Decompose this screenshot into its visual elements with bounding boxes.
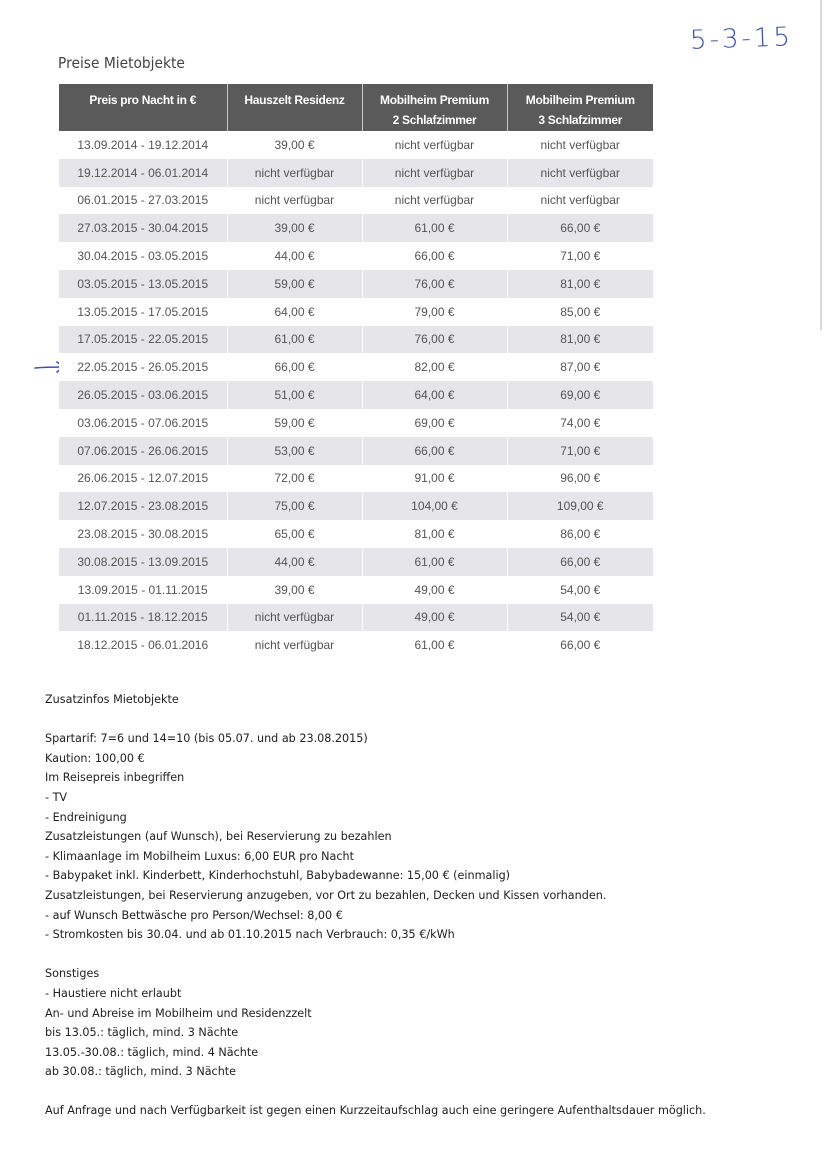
mobilheim-3sz-price-cell: 109,00 € [507, 492, 653, 520]
hauszelt-price-cell: nicht verfügbar [227, 604, 362, 632]
notes-line: An- und Abreise im Mobilheim und Residenzzelt [45, 1006, 312, 1020]
mobilheim-2sz-price-cell: 76,00 € [362, 326, 507, 354]
mobilheim-2sz-price-cell: 91,00 € [362, 465, 507, 493]
table-row [59, 604, 653, 632]
table-row [59, 242, 653, 270]
header-label-line: Preis pro Nacht in € [89, 93, 197, 107]
mobilheim-3sz-price-cell: 66,00 € [507, 214, 653, 242]
mobilheim-3sz-price-cell: 54,00 € [507, 576, 653, 604]
header-mobilheim-3-schlafzimmer [507, 84, 653, 131]
notes-line: 13.05.-30.08.: täglich, mind. 4 Nächte [45, 1045, 259, 1059]
hauszelt-price-cell: 61,00 € [227, 326, 362, 354]
hauszelt-price-cell: 39,00 € [227, 214, 362, 242]
mobilheim-2sz-price-cell: nicht verfügbar [362, 131, 507, 159]
hauszelt-price-cell: 72,00 € [227, 465, 362, 493]
hauszelt-price-cell: 51,00 € [227, 381, 362, 409]
notes-line: - auf Wunsch Bettwäsche pro Person/Wechsel: 8,00 € [45, 908, 343, 922]
hauszelt-price-cell: 75,00 € [227, 492, 362, 520]
table-row [59, 353, 653, 381]
hauszelt-price-cell: 44,00 € [227, 242, 362, 270]
notes-heading: Sonstiges [45, 967, 100, 981]
mobilheim-2sz-price-cell: nicht verfügbar [362, 159, 507, 187]
mobilheim-3sz-price-cell: nicht verfügbar [507, 159, 653, 187]
period-cell: 07.06.2015 - 26.06.2015 [59, 437, 227, 465]
page-title: Preise Mietobjekte [58, 54, 185, 72]
notes-line: Spartarif: 7=6 und 14=10 (bis 05.07. und ab 23.08.2015) [45, 732, 368, 746]
table-row [59, 520, 653, 548]
notes-line: bis 13.05.: täglich, mind. 3 Nächte [45, 1026, 239, 1040]
header-period [59, 84, 227, 131]
hauszelt-price-cell: 53,00 € [227, 437, 362, 465]
mobilheim-3sz-price-cell: 74,00 € [507, 409, 653, 437]
table-row [59, 270, 653, 298]
notes-line: ab 30.08.: täglich, mind. 3 Nächte [45, 1065, 237, 1079]
notes-line: - Endreinigung [45, 810, 127, 824]
period-cell: 27.03.2015 - 30.04.2015 [59, 214, 227, 242]
period-cell: 23.08.2015 - 30.08.2015 [59, 520, 227, 548]
hauszelt-price-cell: 59,00 € [227, 409, 362, 437]
mobilheim-2sz-price-cell: 79,00 € [362, 298, 507, 326]
period-cell: 19.12.2014 - 06.01.2014 [59, 159, 227, 187]
header-label-line: Mobilheim Premium [525, 93, 635, 107]
mobilheim-2sz-price-cell: 66,00 € [362, 242, 507, 270]
notes-line: - Klimaanlage im Mobilheim Luxus: 6,00 EUR pro Nacht [45, 849, 355, 863]
mobilheim-3sz-price-cell: 86,00 € [507, 520, 653, 548]
mobilheim-3sz-price-cell: 66,00 € [507, 548, 653, 576]
mobilheim-2sz-price-cell: 76,00 € [362, 270, 507, 298]
mobilheim-3sz-price-cell: 54,00 € [507, 604, 653, 632]
hauszelt-price-cell: 64,00 € [227, 298, 362, 326]
table-row [59, 631, 653, 659]
mobilheim-2sz-price-cell: 104,00 € [362, 492, 507, 520]
table-row [59, 576, 653, 604]
period-cell: 13.05.2015 - 17.05.2015 [59, 298, 227, 326]
notes-line: Zusatzleistungen, bei Reservierung anzugeben, vor Ort zu bezahlen, Decken und Kissen vorhanden. [45, 888, 607, 902]
table-header-row [59, 84, 653, 131]
hauszelt-price-cell: nicht verfügbar [227, 187, 362, 215]
mobilheim-2sz-price-cell: 49,00 € [362, 576, 507, 604]
period-cell: 17.05.2015 - 22.05.2015 [59, 326, 227, 354]
mobilheim-3sz-price-cell: 81,00 € [507, 326, 653, 354]
hauszelt-price-cell: 65,00 € [227, 520, 362, 548]
hauszelt-price-cell: 59,00 € [227, 270, 362, 298]
table-row [59, 326, 653, 354]
table-row [59, 159, 653, 187]
mobilheim-2sz-price-cell: 49,00 € [362, 604, 507, 632]
scan-edge-line [820, 0, 822, 330]
notes-line: - Babypaket inkl. Kinderbett, Kinderhochstuhl, Babybadewanne: 15,00 € (einmalig) [45, 869, 511, 883]
table-row [59, 492, 653, 520]
period-cell: 13.09.2015 - 01.11.2015 [59, 576, 227, 604]
additional-info [45, 690, 785, 1121]
period-cell: 12.07.2015 - 23.08.2015 [59, 492, 227, 520]
hauszelt-price-cell: 66,00 € [227, 353, 362, 381]
mobilheim-2sz-price-cell: 66,00 € [362, 437, 507, 465]
period-cell: 03.06.2015 - 07.06.2015 [59, 409, 227, 437]
mobilheim-2sz-price-cell: nicht verfügbar [362, 187, 507, 215]
header-label-line: Hauszelt Residenz [244, 93, 345, 107]
mobilheim-3sz-price-cell: 66,00 € [507, 631, 653, 659]
hauszelt-price-cell: nicht verfügbar [227, 159, 362, 187]
hauszelt-price-cell: 44,00 € [227, 548, 362, 576]
hauszelt-price-cell: nicht verfügbar [227, 631, 362, 659]
notes-line: Im Reisepreis inbegriffen [45, 771, 185, 785]
header-mobilheim-2-schlafzimmer [362, 84, 507, 131]
price-table [59, 84, 653, 659]
paragraph-gap [45, 945, 785, 965]
mobilheim-2sz-price-cell: 61,00 € [362, 631, 507, 659]
mobilheim-2sz-price-cell: 82,00 € [362, 353, 507, 381]
period-cell: 13.09.2014 - 19.12.2014 [59, 131, 227, 159]
table-row [59, 465, 653, 493]
mobilheim-3sz-price-cell: 85,00 € [507, 298, 653, 326]
paragraph-gap [45, 1082, 785, 1102]
notes-line: - Stromkosten bis 30.04. und ab 01.10.2015 nach Verbrauch: 0,35 €/kWh [45, 928, 455, 942]
table-row [59, 437, 653, 465]
header-label-line: Mobilheim Premium [380, 93, 489, 107]
header-label-line: 2 Schlafzimmer [392, 113, 477, 127]
mobilheim-3sz-price-cell: nicht verfügbar [507, 187, 653, 215]
table-row [59, 298, 653, 326]
mobilheim-3sz-price-cell: 71,00 € [507, 437, 653, 465]
mobilheim-3sz-price-cell: 96,00 € [507, 465, 653, 493]
period-cell: 22.05.2015 - 26.05.2015 [59, 353, 227, 381]
table-body [59, 131, 653, 659]
mobilheim-2sz-price-cell: 64,00 € [362, 381, 507, 409]
mobilheim-3sz-price-cell: 87,00 € [507, 353, 653, 381]
mobilheim-2sz-price-cell: 81,00 € [362, 520, 507, 548]
hauszelt-price-cell: 39,00 € [227, 576, 362, 604]
mobilheim-3sz-price-cell: 71,00 € [507, 242, 653, 270]
period-cell: 03.05.2015 - 13.05.2015 [59, 270, 227, 298]
period-cell: 06.01.2015 - 27.03.2015 [59, 187, 227, 215]
notes-line: - Haustiere nicht erlaubt [45, 986, 182, 1000]
notes-line: Zusatzleistungen (auf Wunsch), bei Reservierung zu bezahlen [45, 830, 392, 844]
mobilheim-2sz-price-cell: 61,00 € [362, 548, 507, 576]
notes-heading: Auf Anfrage und nach Verfügbarkeit ist gegen einen Kurzzeitaufschlag auch eine geringere Aufenthaltsdauer möglich. [45, 1104, 706, 1118]
hauszelt-price-cell: 39,00 € [227, 131, 362, 159]
header-hauszelt-residenz [227, 84, 362, 131]
mobilheim-3sz-price-cell: 69,00 € [507, 381, 653, 409]
paragraph-gap [45, 710, 785, 730]
table-row [59, 381, 653, 409]
table-row [59, 548, 653, 576]
period-cell: 26.05.2015 - 03.06.2015 [59, 381, 227, 409]
table-row [59, 409, 653, 437]
notes-line: Kaution: 100,00 € [45, 751, 145, 765]
period-cell: 01.11.2015 - 18.12.2015 [59, 604, 227, 632]
table-row [59, 214, 653, 242]
table-row [59, 131, 653, 159]
period-cell: 30.08.2015 - 13.09.2015 [59, 548, 227, 576]
period-cell: 26.06.2015 - 12.07.2015 [59, 465, 227, 493]
mobilheim-2sz-price-cell: 69,00 € [362, 409, 507, 437]
notes-heading: Zusatzinfos Mietobjekte [45, 693, 179, 706]
period-cell: 18.12.2015 - 06.01.2016 [59, 631, 227, 659]
header-label-line: 3 Schlafzimmer [538, 113, 623, 127]
mobilheim-3sz-price-cell: nicht verfügbar [507, 131, 653, 159]
period-cell: 30.04.2015 - 03.05.2015 [59, 242, 227, 270]
table-row [59, 187, 653, 215]
mobilheim-3sz-price-cell: 81,00 € [507, 270, 653, 298]
mobilheim-2sz-price-cell: 61,00 € [362, 214, 507, 242]
notes-line: - TV [45, 790, 68, 804]
handwritten-date: 5-3-15 [689, 22, 794, 56]
